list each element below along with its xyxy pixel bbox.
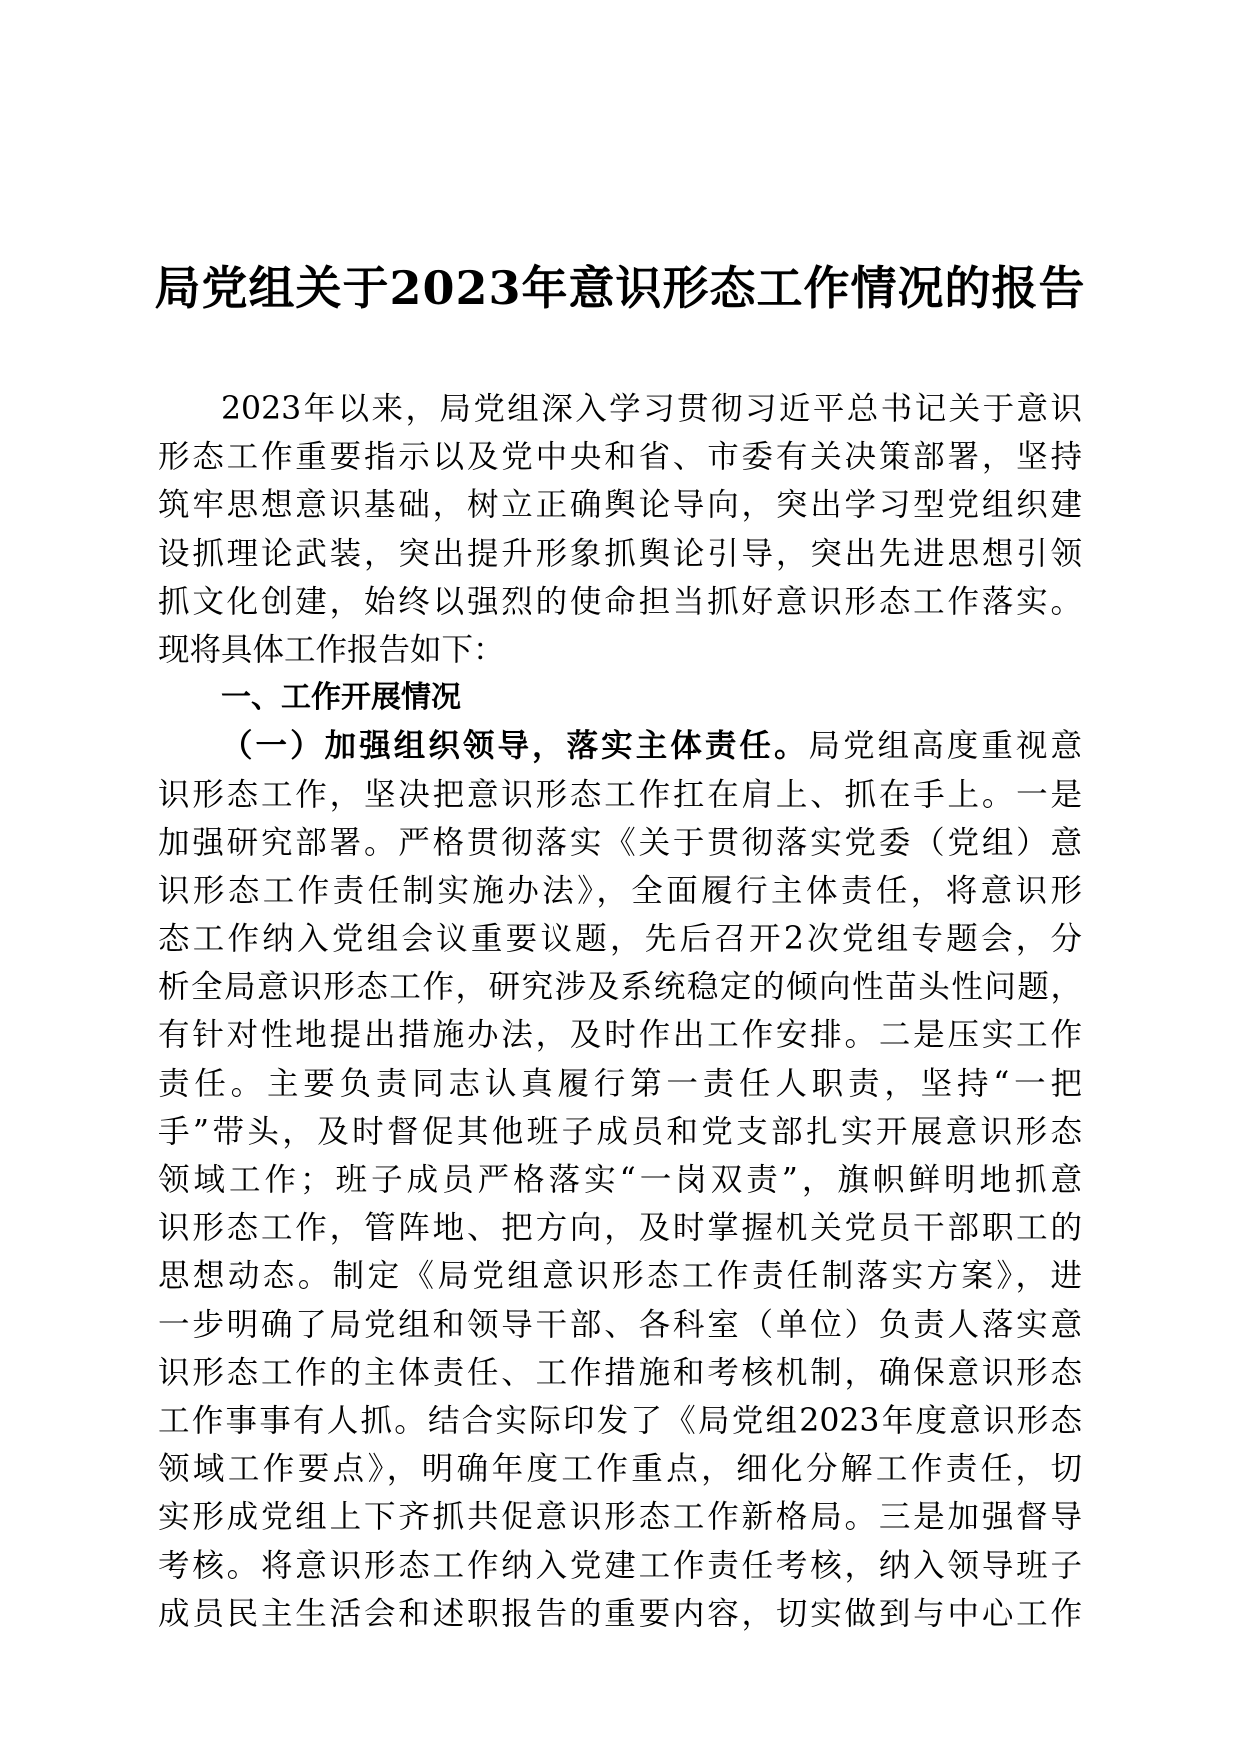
- intro-line: 抓文化创建，始终以强烈的使命担当抓好意识形态工作落实。: [158, 583, 1082, 620]
- body-line: 识形态工作的主体责任、工作措施和考核机制，确保意识形态: [158, 1354, 1082, 1391]
- body-line: 手”带头，及时督促其他班子成员和党支部扎实开展意识形态: [158, 1113, 1082, 1150]
- subsection-first-line-text: 局党组高度重视意: [808, 728, 1082, 765]
- body-line: 一步明确了局党组和领导干部、各科室（单位）负责人落实意: [158, 1306, 1082, 1343]
- body-line: 加强研究部署。严格贯彻落实《关于贯彻落实党委（党组）意: [158, 824, 1082, 861]
- document-title: 局党组关于2023年意识形态工作情况的报告: [154, 261, 1086, 315]
- body-line: 领域工作要点》，明确年度工作重点，细化分解工作责任，切: [158, 1451, 1082, 1488]
- section-heading: 一、工作开展情况: [221, 680, 461, 716]
- body-line: 识形态工作，坚决把意识形态工作扛在肩上、抓在手上。一是: [158, 776, 1082, 813]
- body-line: 成员民主生活会和述职报告的重要内容，切实做到与中心工作: [158, 1595, 1082, 1632]
- body-line: 识形态工作责任制实施办法》，全面履行主体责任，将意识形: [158, 872, 1082, 909]
- intro-line: 2023年以来，局党组深入学习贯彻习近平总书记关于意识: [221, 391, 1082, 427]
- body-line: 有针对性地提出措施办法，及时作出工作安排。二是压实工作: [158, 1017, 1082, 1054]
- body-line: 工作事事有人抓。结合实际印发了《局党组2023年度意识形态: [158, 1402, 1082, 1439]
- body-line: 考核。将意识形态工作纳入党建工作责任考核，纳入领导班子: [158, 1547, 1082, 1584]
- body-line: 责任。主要负责同志认真履行第一责任人职责，坚持“一把: [158, 1065, 1082, 1102]
- body-line: 识形态工作，管阵地、把方向，及时掌握机关党员干部职工的: [158, 1210, 1082, 1247]
- subsection-first-line: [158, 722, 1082, 770]
- body-line: 实形成党组上下齐抓共促意识形态工作新格局。三是加强督导: [158, 1499, 1082, 1536]
- intro-line: 形态工作重要指示以及党中央和省、市委有关决策部署，坚持: [158, 439, 1082, 476]
- document-body: [158, 385, 1082, 1638]
- intro-line: 筑牢思想意识基础，树立正确舆论导向，突出学习型党组织建: [158, 487, 1082, 524]
- subsection-heading: （一）加强组织领导，落实主体责任。: [221, 727, 809, 765]
- body-line: 态工作纳入党组会议重要议题，先后召开2次党组专题会，分: [158, 921, 1082, 958]
- body-line: 析全局意识形态工作，研究涉及系统稳定的倾向性苗头性问题，: [158, 969, 1082, 1006]
- intro-line: 设抓理论武装，突出提升形象抓舆论引导，突出先进思想引领: [158, 535, 1082, 572]
- intro-line: 现将具体工作报告如下：: [158, 631, 505, 668]
- body-line: 领域工作；班子成员严格落实“一岗双责”，旗帜鲜明地抓意: [158, 1162, 1082, 1198]
- body-line: 思想动态。制定《局党组意识形态工作责任制落实方案》，进: [158, 1258, 1082, 1295]
